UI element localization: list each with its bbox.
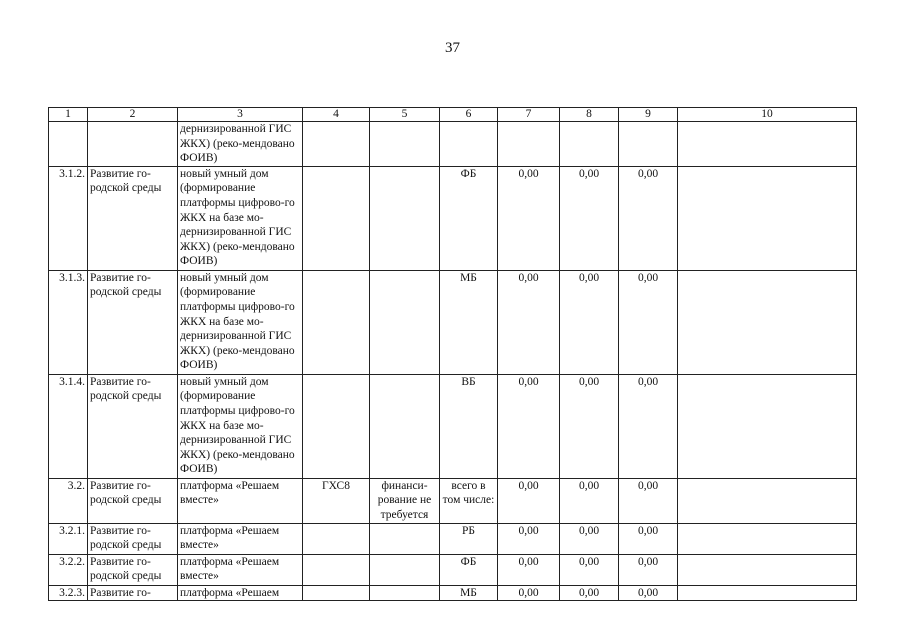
- plan-table: [48, 107, 857, 601]
- budget-source-cell: МБ: [440, 585, 498, 601]
- financing-note-cell: [370, 270, 440, 374]
- notes-cell: [678, 270, 857, 374]
- table-row: [49, 554, 857, 585]
- activity-name-cell: новый умный дом (формирование платформы цифрово-го ЖКХ на базе мо-дернизированной ГИС ЖКХ) (реко-мендовано ФОИВ): [178, 270, 303, 374]
- value-col9-cell: 0,00: [619, 523, 678, 554]
- row-number-cell: 3.2.3.: [49, 585, 88, 601]
- code-cell: ГХС8: [303, 478, 370, 523]
- value-col8-cell: 0,00: [560, 374, 619, 478]
- activity-name-cell: платформа «Решаем вместе»: [178, 523, 303, 554]
- value-col7-cell: 0,00: [498, 270, 560, 374]
- notes-cell: [678, 523, 857, 554]
- header-cell: 9: [619, 108, 678, 122]
- section-name-cell: [88, 122, 178, 167]
- code-cell: [303, 122, 370, 167]
- value-col7-cell: 0,00: [498, 374, 560, 478]
- section-name-cell: Развитие го-родской среды: [88, 270, 178, 374]
- activity-name-cell: платформа «Решаем вместе»: [178, 554, 303, 585]
- financing-note-cell: [370, 585, 440, 601]
- value-col9-cell: [619, 122, 678, 167]
- notes-cell: [678, 478, 857, 523]
- row-number-cell: 3.1.3.: [49, 270, 88, 374]
- table-row: [49, 166, 857, 270]
- budget-source-cell: ВБ: [440, 374, 498, 478]
- value-col8-cell: 0,00: [560, 523, 619, 554]
- value-col7-cell: 0,00: [498, 478, 560, 523]
- notes-cell: [678, 122, 857, 167]
- notes-cell: [678, 554, 857, 585]
- row-number-cell: 3.2.1.: [49, 523, 88, 554]
- value-col9-cell: 0,00: [619, 585, 678, 601]
- row-number-cell: 3.2.: [49, 478, 88, 523]
- header-cell: 5: [370, 108, 440, 122]
- code-cell: [303, 270, 370, 374]
- budget-source-cell: ФБ: [440, 166, 498, 270]
- table-row: [49, 523, 857, 554]
- activity-name-cell: дернизированной ГИС ЖКХ) (реко-мендовано ФОИВ): [178, 122, 303, 167]
- table-row: [49, 585, 857, 601]
- value-col7-cell: 0,00: [498, 585, 560, 601]
- value-col7-cell: 0,00: [498, 554, 560, 585]
- code-cell: [303, 374, 370, 478]
- value-col8-cell: [560, 122, 619, 167]
- activity-name-cell: платформа «Решаем: [178, 585, 303, 601]
- value-col9-cell: 0,00: [619, 374, 678, 478]
- budget-source-cell: РБ: [440, 523, 498, 554]
- page-number: 37: [445, 40, 460, 56]
- section-name-cell: Развитие го-родской среды: [88, 554, 178, 585]
- table-row: [49, 478, 857, 523]
- value-col8-cell: 0,00: [560, 270, 619, 374]
- activity-name-cell: новый умный дом (формирование платформы цифрово-го ЖКХ на базе мо-дернизированной ГИС ЖКХ) (реко-мендовано ФОИВ): [178, 374, 303, 478]
- value-col9-cell: 0,00: [619, 554, 678, 585]
- row-number-cell: 3.2.2.: [49, 554, 88, 585]
- activity-name-cell: новый умный дом (формирование платформы цифрово-го ЖКХ на базе мо-дернизированной ГИС ЖКХ) (реко-мендовано ФОИВ): [178, 166, 303, 270]
- notes-cell: [678, 374, 857, 478]
- header-cell: 10: [678, 108, 857, 122]
- header-cell: 1: [49, 108, 88, 122]
- value-col7-cell: 0,00: [498, 523, 560, 554]
- budget-source-cell: [440, 122, 498, 167]
- code-cell: [303, 585, 370, 601]
- code-cell: [303, 554, 370, 585]
- section-name-cell: Развитие го-родской среды: [88, 523, 178, 554]
- value-col8-cell: 0,00: [560, 166, 619, 270]
- header-cell: 4: [303, 108, 370, 122]
- code-cell: [303, 523, 370, 554]
- section-name-cell: Развитие го-родской среды: [88, 374, 178, 478]
- header-cell: 8: [560, 108, 619, 122]
- value-col9-cell: 0,00: [619, 166, 678, 270]
- notes-cell: [678, 585, 857, 601]
- row-number-cell: 3.1.4.: [49, 374, 88, 478]
- table-row: [49, 122, 857, 167]
- header-cell: 6: [440, 108, 498, 122]
- value-col7-cell: 0,00: [498, 166, 560, 270]
- value-col8-cell: 0,00: [560, 554, 619, 585]
- financing-note-cell: [370, 122, 440, 167]
- value-col9-cell: 0,00: [619, 478, 678, 523]
- header-cell: 3: [178, 108, 303, 122]
- financing-note-cell: финанси-рование не требуется: [370, 478, 440, 523]
- header-cell: 7: [498, 108, 560, 122]
- table-row: [49, 374, 857, 478]
- table-row: [49, 270, 857, 374]
- section-name-cell: Развитие го-родской среды: [88, 166, 178, 270]
- financing-note-cell: [370, 374, 440, 478]
- financing-note-cell: [370, 523, 440, 554]
- section-name-cell: Развитие го-родской среды: [88, 478, 178, 523]
- value-col8-cell: 0,00: [560, 585, 619, 601]
- section-name-cell: Развитие го-: [88, 585, 178, 601]
- row-number-cell: 3.1.2.: [49, 166, 88, 270]
- budget-source-cell: МБ: [440, 270, 498, 374]
- financing-note-cell: [370, 554, 440, 585]
- activity-name-cell: платформа «Решаем вместе»: [178, 478, 303, 523]
- row-number-cell: [49, 122, 88, 167]
- header-cell: 2: [88, 108, 178, 122]
- value-col7-cell: [498, 122, 560, 167]
- value-col9-cell: 0,00: [619, 270, 678, 374]
- notes-cell: [678, 166, 857, 270]
- budget-source-cell: ФБ: [440, 554, 498, 585]
- code-cell: [303, 166, 370, 270]
- budget-source-cell: всего в том числе:: [440, 478, 498, 523]
- value-col8-cell: 0,00: [560, 478, 619, 523]
- header-row: [49, 108, 857, 122]
- financing-note-cell: [370, 166, 440, 270]
